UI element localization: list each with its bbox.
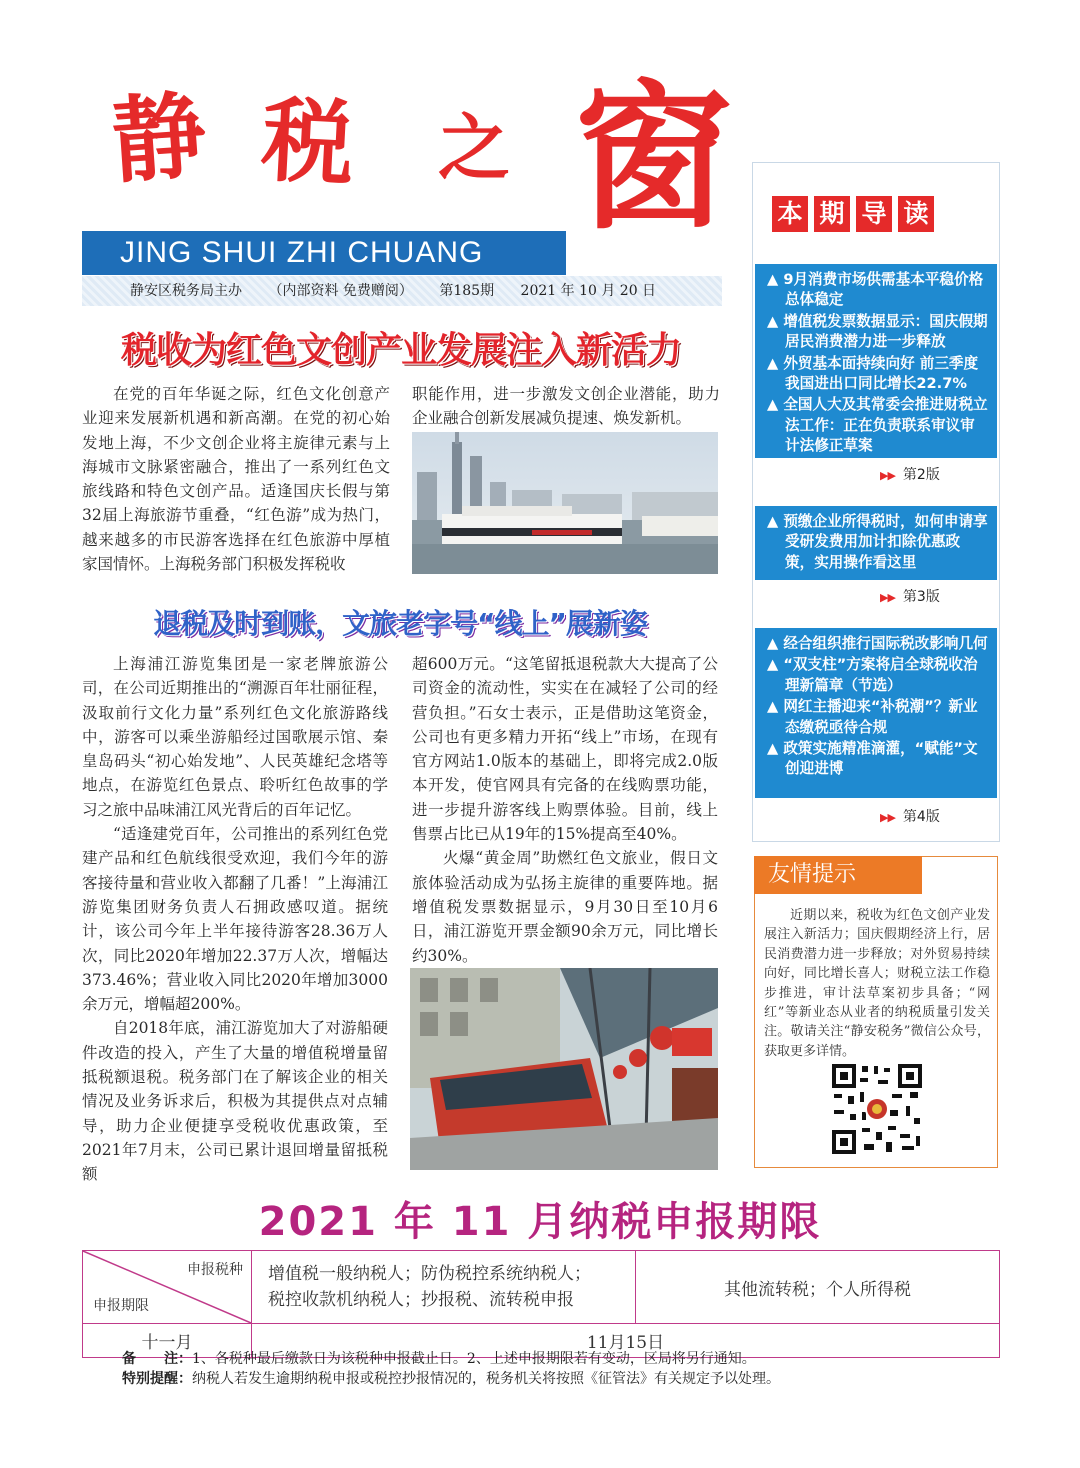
- sidebar-item[interactable]: ▲ 外贸基本面持续向好 前三季度我国进出口同比增长22.7%: [767, 354, 989, 395]
- table-header-diagonal: [83, 1251, 252, 1324]
- table-cell-date: 11月15日: [252, 1324, 1000, 1358]
- sidebar-block-page2: [755, 264, 997, 458]
- note-label: 备 注：: [122, 1351, 192, 1367]
- masthead-char-2: 税: [259, 85, 357, 199]
- sidebar-item[interactable]: ▲ 9月消费市场供需基本平稳价格总体稳定: [767, 270, 989, 311]
- river-boat-photo: [412, 432, 718, 574]
- tax-type-line-2: 税控收款机纳税人；抄报税、流转税申报: [268, 1290, 574, 1310]
- page-ref-2[interactable]: [880, 464, 940, 484]
- tip-title: 友情提示: [754, 856, 922, 894]
- page-ref-4[interactable]: [880, 806, 940, 826]
- table-cell: [252, 1251, 636, 1324]
- table-row: [83, 1251, 1000, 1324]
- page-ref-3[interactable]: [880, 586, 940, 606]
- page-ref-label: 第2版: [902, 467, 940, 483]
- arrow-icon: ▶▶: [880, 591, 895, 604]
- deadline-title: 2021 年 11 月纳税申报期限: [258, 1199, 822, 1245]
- sidebar-block-page3: [755, 506, 997, 580]
- issue-date: 2021 年 10 月 20 日: [520, 283, 657, 299]
- article2-left-para-1: 上海浦江游览集团是一家老牌旅游公司，在公司近期推出的“溯源百年壮丽征程，汲取前行文化力量”系列红色文化旅游路线中，游客可以乘坐游船经过国歌展示馆、秦皇岛码头“初心始发地”、人民英雄纪念塔等地点，在游览红色景点、聆听红色故事的学习之旅中品味浦江风光背后的百年记忆。: [82, 655, 388, 819]
- deadline-table: [82, 1250, 1000, 1358]
- sidebar-title-char-3: 导: [856, 196, 892, 232]
- sidebar-item[interactable]: ▲ 增值税发票数据显示：国庆假期居民消费潜力进一步释放: [767, 312, 989, 353]
- article2-right-para-2: 火爆“黄金周”助燃红色文旅业，假日文旅体验活动成为弘扬主旋律的重要阵地。据增值税发票数据显示，9月30日至10月6日，浦江游览开票金额90余万元，同比增长约30%。: [412, 849, 718, 965]
- article2-headline: 退税及时到账，文旅老字号“线上”展新姿: [153, 607, 647, 640]
- page-ref-label: 第3版: [902, 589, 940, 605]
- deadline-note: [122, 1348, 756, 1368]
- tax-type-line-1: 增值税一般纳税人；防伪税控系统纳税人；: [268, 1264, 591, 1284]
- article2-right-column: [412, 652, 718, 968]
- sidebar-item[interactable]: ▲ 预缴企业所得税时，如何申请享受研发费用加计扣除优惠政策，实用操作看这里: [767, 512, 989, 573]
- internal-note: （内部资料 免费赠阅）: [268, 283, 413, 299]
- tip-text: 近期以来，税收为红色文创产业发展注入新活力；国庆假期经济上行，居民消费潜力进一步释放；对外贸易持续向好，同比增长喜人；财税立法工作稳步推进，审计法草案初步具备；“网红”等新业态从业者的纳税质量引发关注。敬请关注“静安税务”微信公众号，获取更多详情。: [764, 908, 990, 1059]
- table-cell-month: 十一月: [83, 1324, 252, 1358]
- masthead-char-4: 窗: [574, 66, 732, 251]
- sidebar-title-char-2: 期: [814, 196, 850, 232]
- reminder-label: 特别提醒：: [122, 1371, 192, 1387]
- qr-code-icon[interactable]: [830, 1062, 924, 1156]
- sidebar-title-char-4: 读: [898, 196, 934, 232]
- sidebar-item[interactable]: ▲ 政策实施精准滴灌，“赋能”文创迎进博: [767, 739, 989, 780]
- table-cell: 其他流转税；个人所得税: [636, 1251, 1000, 1324]
- sponsor: 静安区税务局主办: [130, 283, 242, 299]
- arrow-icon: ▶▶: [880, 469, 895, 482]
- sidebar-title-char-1: 本: [772, 196, 808, 232]
- deadline-reminder: [122, 1368, 780, 1388]
- article2-left-column: [82, 652, 388, 1187]
- tram-station-photo: [410, 968, 718, 1170]
- masthead-pinyin: JING SHUI ZHI CHUANG: [82, 231, 566, 275]
- sidebar-item[interactable]: ▲ 经合组织推行国际税改影响几何: [767, 634, 989, 654]
- sidebar-item[interactable]: ▲ “双支柱”方案将启全球税收治理新篇章（节选）: [767, 655, 989, 696]
- article2-left-para-3: 自2018年底，浦江游览加大了对游船硬件改造的投入，产生了大量的增值税增量留抵税额退税。税务部门在了解该企业的相关情况及业务诉求后，积极为其提供点对点辅导，助力企业便捷享受税收优惠政策，至2021年7月末，公司已累计退回增量留抵税额: [82, 1019, 388, 1184]
- masthead-char-1: 静: [108, 80, 210, 198]
- tip-body: [764, 906, 990, 1061]
- article1-col2-text: 职能作用，进一步激发文创企业潜能，助力企业融合创新发展减负提速、焕发新机。: [412, 385, 720, 428]
- article1-col2: [412, 382, 720, 431]
- sidebar-item[interactable]: ▲ 网红主播迎来“补税潮”？新业态缴税亟待合规: [767, 697, 989, 738]
- sidebar-block-page4: [755, 628, 997, 798]
- header-period-label: 申报期限: [93, 1298, 149, 1314]
- masthead-char-3: 之: [438, 105, 511, 190]
- issue-number: 第185期: [439, 283, 495, 299]
- article1-col1: [82, 382, 390, 576]
- note-text: 1、各税种最后缴款日为该税种申报截止日。2、上述申报期限若有变动，区局将另行通知。: [192, 1351, 756, 1367]
- reminder-text: 纳税人若发生逾期纳税申报或税控抄报情况的，税务机关将按照《征管法》有关规定予以处理。: [192, 1371, 780, 1387]
- article1-headline: 税收为红色文创产业发展注入新活力: [120, 330, 681, 371]
- article2-left-para-2: “适逢建党百年，公司推出的系列红色党建产品和红色航线很受欢迎，我们今年的游客接待量和营业收入都翻了几番！”上海浦江游览集团财务负责人石拥政感叹道。据统计，该公司今年上半年接待游客28.36万人次，同比2020年增加22.37万人次，增幅达373.46%；营业收入同比2020年增加3000余万元，增幅超200%。: [82, 825, 388, 1014]
- arrow-icon: ▶▶: [880, 811, 895, 824]
- sidebar-title: [772, 196, 934, 232]
- header-tax-label: 申报税种: [187, 1262, 243, 1278]
- page-ref-label: 第4版: [902, 809, 940, 825]
- article1-col1-text: 在党的百年华诞之际，红色文化创意产业迎来发展新机遇和新高潮。在党的初心始发地上海，不少文创企业将主旋律元素与上海城市文脉紧密融合，推出了一系列红色文旅线路和特色文创产品。适逢国庆长假与第32届上海旅游节重叠，“红色游”成为热门，越来越多的市民游客选择在红色旅游中厚植家国情怀。上海税务部门积极发挥税收: [82, 385, 390, 574]
- sidebar-item[interactable]: ▲ 全国人大及其常委会推进财税立法工作：正在负责联系审议审计法修正草案: [767, 395, 989, 456]
- issue-info-bar: [82, 276, 722, 306]
- article2-right-para-1: 超600万元。“这笔留抵退税款大大提高了公司资金的流动性，实实在在减轻了公司的经营负担。”石女士表示，正是借助这笔资金，公司也有更多精力开拓“线上”市场，在现有官方网站1.0版本的基础上，即将完成2.0版本开发，使官网具有完备的在线购票功能，进一步提升游客线上购票体验。目前，线上售票占比已从19年的15%提高至40%。: [412, 655, 718, 844]
